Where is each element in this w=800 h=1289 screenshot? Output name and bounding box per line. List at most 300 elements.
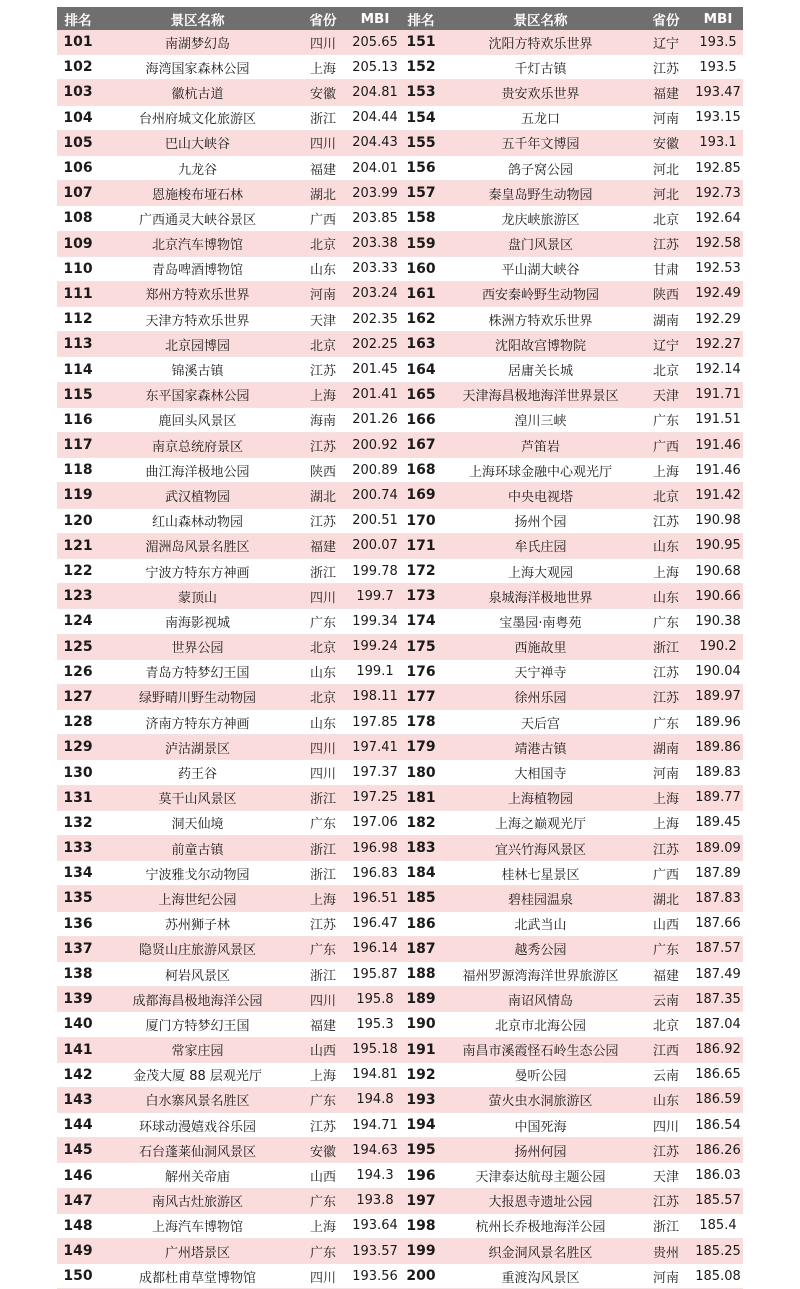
cell-rank-left: 136 <box>57 911 99 936</box>
cell-rank-left: 126 <box>57 659 99 684</box>
cell-mbi-right: 193.5 <box>693 30 743 55</box>
cell-name-left: 郑州方特欢乐世界 <box>99 281 296 306</box>
cell-rank-right: 179 <box>400 735 442 760</box>
table-row <box>57 483 743 508</box>
cell-province-right: 江苏 <box>639 508 693 533</box>
table-row <box>57 735 743 760</box>
cell-name-left: 苏州狮子林 <box>99 911 296 936</box>
cell-province-right: 北京 <box>639 483 693 508</box>
cell-rank-left: 116 <box>57 407 99 432</box>
cell-mbi-right: 192.58 <box>693 231 743 256</box>
cell-name-right: 沈阳故宫博物院 <box>442 332 639 357</box>
cell-name-left: 环球动漫嬉戏谷乐园 <box>99 1113 296 1138</box>
cell-province-left: 上海 <box>296 886 350 911</box>
cell-province-right: 福建 <box>639 961 693 986</box>
cell-province-left: 福建 <box>296 155 350 180</box>
cell-name-right: 天后宫 <box>442 710 639 735</box>
cell-mbi-right: 190.68 <box>693 558 743 583</box>
cell-province-left: 广东 <box>296 1239 350 1264</box>
cell-rank-right: 198 <box>400 1213 442 1238</box>
cell-rank-right: 189 <box>400 987 442 1012</box>
cell-rank-right: 190 <box>400 1012 442 1037</box>
cell-province-left: 浙江 <box>296 785 350 810</box>
cell-mbi-right: 185.4 <box>693 1213 743 1238</box>
cell-province-right: 广东 <box>639 609 693 634</box>
cell-name-left: 恩施梭布垭石林 <box>99 181 296 206</box>
cell-name-left: 柯岩风景区 <box>99 961 296 986</box>
cell-province-left: 天津 <box>296 307 350 332</box>
table-row <box>57 634 743 659</box>
cell-mbi-left: 197.25 <box>350 785 400 810</box>
cell-name-right: 扬州个园 <box>442 508 639 533</box>
cell-name-right: 南诏风情岛 <box>442 987 639 1012</box>
cell-mbi-right: 189.77 <box>693 785 743 810</box>
cell-name-left: 红山森林动物园 <box>99 508 296 533</box>
table-row <box>57 1087 743 1112</box>
cell-name-left: 武汉植物园 <box>99 483 296 508</box>
cell-province-right: 天津 <box>639 382 693 407</box>
cell-mbi-right: 190.95 <box>693 533 743 558</box>
table-row <box>57 181 743 206</box>
cell-rank-right: 196 <box>400 1163 442 1188</box>
cell-name-right: 湟川三峡 <box>442 407 639 432</box>
cell-province-left: 江苏 <box>296 433 350 458</box>
cell-rank-right: 183 <box>400 836 442 861</box>
cell-mbi-right: 187.35 <box>693 987 743 1012</box>
cell-rank-left: 108 <box>57 206 99 231</box>
cell-rank-left: 135 <box>57 886 99 911</box>
cell-province-left: 浙江 <box>296 861 350 886</box>
cell-rank-left: 148 <box>57 1213 99 1238</box>
table-header <box>57 7 743 30</box>
cell-rank-left: 106 <box>57 155 99 180</box>
table-row <box>57 332 743 357</box>
cell-rank-left: 147 <box>57 1188 99 1213</box>
cell-rank-left: 114 <box>57 357 99 382</box>
cell-province-right: 湖南 <box>639 735 693 760</box>
cell-rank-right: 172 <box>400 558 442 583</box>
cell-rank-left: 115 <box>57 382 99 407</box>
cell-rank-left: 121 <box>57 533 99 558</box>
cell-rank-left: 141 <box>57 1037 99 1062</box>
cell-mbi-left: 197.41 <box>350 735 400 760</box>
cell-rank-right: 195 <box>400 1138 442 1163</box>
cell-name-right: 五千年文博园 <box>442 130 639 155</box>
cell-name-left: 金茂大厦 88 层观光厅 <box>99 1062 296 1087</box>
cell-name-right: 西施故里 <box>442 634 639 659</box>
cell-province-right: 河北 <box>639 155 693 180</box>
cell-rank-left: 125 <box>57 634 99 659</box>
cell-province-left: 浙江 <box>296 836 350 861</box>
cell-rank-left: 120 <box>57 508 99 533</box>
cell-rank-right: 152 <box>400 55 442 80</box>
cell-mbi-right: 190.66 <box>693 584 743 609</box>
cell-mbi-left: 200.74 <box>350 483 400 508</box>
cell-mbi-left: 196.98 <box>350 836 400 861</box>
cell-rank-right: 158 <box>400 206 442 231</box>
cell-name-right: 千灯古镇 <box>442 55 639 80</box>
cell-mbi-right: 191.46 <box>693 433 743 458</box>
cell-province-left: 湖北 <box>296 181 350 206</box>
cell-province-left: 山东 <box>296 659 350 684</box>
table-row <box>57 307 743 332</box>
cell-mbi-left: 194.3 <box>350 1163 400 1188</box>
cell-name-left: 天津方特欢乐世界 <box>99 307 296 332</box>
cell-province-right: 江苏 <box>639 231 693 256</box>
cell-rank-left: 145 <box>57 1138 99 1163</box>
cell-province-left: 湖北 <box>296 483 350 508</box>
cell-province-right: 湖北 <box>639 886 693 911</box>
cell-province-right: 北京 <box>639 357 693 382</box>
cell-rank-right: 160 <box>400 256 442 281</box>
cell-province-left: 四川 <box>296 30 350 55</box>
cell-rank-right: 187 <box>400 936 442 961</box>
cell-name-right: 株洲方特欢乐世界 <box>442 307 639 332</box>
cell-name-right: 芦笛岩 <box>442 433 639 458</box>
cell-name-left: 南风古灶旅游区 <box>99 1188 296 1213</box>
cell-name-right: 上海大观园 <box>442 558 639 583</box>
cell-name-right: 大报恩寺遗址公园 <box>442 1188 639 1213</box>
cell-name-left: 洞天仙境 <box>99 810 296 835</box>
cell-name-right: 重渡沟风景区 <box>442 1264 639 1289</box>
cell-mbi-right: 192.73 <box>693 181 743 206</box>
cell-mbi-left: 199.7 <box>350 584 400 609</box>
cell-mbi-left: 205.65 <box>350 30 400 55</box>
table-row <box>57 1138 743 1163</box>
table-row <box>57 1213 743 1238</box>
cell-mbi-left: 194.63 <box>350 1138 400 1163</box>
cell-name-right: 泉城海洋极地世界 <box>442 584 639 609</box>
cell-mbi-right: 185.57 <box>693 1188 743 1213</box>
table-row <box>57 80 743 105</box>
table-row <box>57 30 743 55</box>
cell-name-right: 曼听公园 <box>442 1062 639 1087</box>
cell-name-right: 北武当山 <box>442 911 639 936</box>
cell-mbi-right: 186.59 <box>693 1087 743 1112</box>
ranking-table <box>57 7 743 1289</box>
cell-province-left: 北京 <box>296 684 350 709</box>
cell-mbi-left: 198.11 <box>350 684 400 709</box>
header-name-right: 景区名称 <box>442 7 639 30</box>
cell-name-right: 北京市北海公园 <box>442 1012 639 1037</box>
cell-mbi-right: 185.08 <box>693 1264 743 1289</box>
cell-province-right: 辽宁 <box>639 332 693 357</box>
cell-province-left: 陕西 <box>296 458 350 483</box>
cell-name-right: 贵安欢乐世界 <box>442 80 639 105</box>
cell-province-left: 四川 <box>296 130 350 155</box>
cell-province-left: 山西 <box>296 1037 350 1062</box>
cell-province-right: 河南 <box>639 105 693 130</box>
cell-mbi-right: 186.26 <box>693 1138 743 1163</box>
cell-mbi-left: 196.83 <box>350 861 400 886</box>
cell-name-right: 桂林七星景区 <box>442 861 639 886</box>
cell-rank-left: 124 <box>57 609 99 634</box>
cell-name-left: 南京总统府景区 <box>99 433 296 458</box>
cell-mbi-left: 203.85 <box>350 206 400 231</box>
cell-name-left: 厦门方特梦幻王国 <box>99 1012 296 1037</box>
cell-name-right: 扬州何园 <box>442 1138 639 1163</box>
cell-province-left: 浙江 <box>296 105 350 130</box>
table-body <box>57 30 743 1289</box>
table-row <box>57 130 743 155</box>
cell-mbi-left: 197.37 <box>350 760 400 785</box>
cell-rank-left: 133 <box>57 836 99 861</box>
cell-mbi-left: 201.26 <box>350 407 400 432</box>
cell-rank-left: 130 <box>57 760 99 785</box>
table-row <box>57 987 743 1012</box>
cell-mbi-left: 202.35 <box>350 307 400 332</box>
cell-name-right: 上海之巅观光厅 <box>442 810 639 835</box>
cell-name-left: 解州关帝庙 <box>99 1163 296 1188</box>
cell-name-right: 中国死海 <box>442 1113 639 1138</box>
cell-rank-right: 170 <box>400 508 442 533</box>
cell-province-left: 上海 <box>296 1062 350 1087</box>
cell-mbi-left: 200.51 <box>350 508 400 533</box>
cell-mbi-right: 190.04 <box>693 659 743 684</box>
cell-mbi-left: 199.1 <box>350 659 400 684</box>
table-row <box>57 785 743 810</box>
cell-mbi-left: 193.64 <box>350 1213 400 1238</box>
cell-mbi-right: 191.51 <box>693 407 743 432</box>
cell-name-right: 秦皇岛野生动物园 <box>442 181 639 206</box>
cell-name-left: 蒙顶山 <box>99 584 296 609</box>
table-row <box>57 558 743 583</box>
cell-province-left: 广东 <box>296 810 350 835</box>
header-province-left: 省份 <box>296 7 350 30</box>
cell-province-right: 上海 <box>639 458 693 483</box>
table-row <box>57 1163 743 1188</box>
cell-name-left: 世界公园 <box>99 634 296 659</box>
cell-province-left: 江苏 <box>296 508 350 533</box>
table-row <box>57 1264 743 1289</box>
cell-mbi-left: 200.89 <box>350 458 400 483</box>
table-row <box>57 407 743 432</box>
cell-rank-right: 177 <box>400 684 442 709</box>
cell-rank-left: 102 <box>57 55 99 80</box>
cell-name-left: 莫干山风景区 <box>99 785 296 810</box>
cell-name-right: 福州罗源湾海洋世界旅游区 <box>442 961 639 986</box>
cell-province-right: 广东 <box>639 407 693 432</box>
cell-rank-right: 185 <box>400 886 442 911</box>
table-row <box>57 533 743 558</box>
cell-mbi-left: 205.13 <box>350 55 400 80</box>
table-row <box>57 861 743 886</box>
cell-mbi-left: 204.44 <box>350 105 400 130</box>
cell-mbi-right: 187.57 <box>693 936 743 961</box>
cell-name-right: 天宁禅寺 <box>442 659 639 684</box>
cell-name-left: 上海世纪公园 <box>99 886 296 911</box>
table-row <box>57 357 743 382</box>
cell-mbi-left: 200.92 <box>350 433 400 458</box>
table-row <box>57 1113 743 1138</box>
cell-rank-right: 182 <box>400 810 442 835</box>
cell-province-left: 海南 <box>296 407 350 432</box>
cell-name-left: 石台蓬莱仙洞风景区 <box>99 1138 296 1163</box>
cell-province-left: 广东 <box>296 936 350 961</box>
cell-rank-left: 128 <box>57 710 99 735</box>
cell-rank-left: 107 <box>57 181 99 206</box>
cell-mbi-right: 191.71 <box>693 382 743 407</box>
cell-name-left: 九龙谷 <box>99 155 296 180</box>
cell-name-left: 海湾国家森林公园 <box>99 55 296 80</box>
cell-mbi-right: 187.89 <box>693 861 743 886</box>
cell-mbi-right: 187.66 <box>693 911 743 936</box>
cell-name-right: 宜兴竹海风景区 <box>442 836 639 861</box>
cell-province-right: 浙江 <box>639 1213 693 1238</box>
cell-province-right: 江苏 <box>639 1138 693 1163</box>
cell-mbi-left: 199.34 <box>350 609 400 634</box>
cell-name-left: 隐贤山庄旅游风景区 <box>99 936 296 961</box>
cell-rank-right: 154 <box>400 105 442 130</box>
cell-name-left: 药王谷 <box>99 760 296 785</box>
cell-mbi-left: 196.51 <box>350 886 400 911</box>
cell-province-right: 云南 <box>639 1062 693 1087</box>
cell-rank-right: 164 <box>400 357 442 382</box>
cell-rank-left: 111 <box>57 281 99 306</box>
cell-rank-left: 139 <box>57 987 99 1012</box>
table-row <box>57 1239 743 1264</box>
cell-province-left: 浙江 <box>296 558 350 583</box>
cell-rank-right: 162 <box>400 307 442 332</box>
cell-province-right: 河南 <box>639 760 693 785</box>
header-rank-right: 排名 <box>400 7 442 30</box>
table-row <box>57 433 743 458</box>
cell-province-left: 广东 <box>296 1188 350 1213</box>
cell-mbi-left: 193.57 <box>350 1239 400 1264</box>
cell-name-left: 白水寨风景名胜区 <box>99 1087 296 1112</box>
table-row <box>57 1188 743 1213</box>
table-row <box>57 710 743 735</box>
cell-mbi-right: 189.97 <box>693 684 743 709</box>
cell-name-left: 宁波方特东方神画 <box>99 558 296 583</box>
cell-province-left: 四川 <box>296 735 350 760</box>
cell-mbi-right: 189.09 <box>693 836 743 861</box>
cell-province-left: 福建 <box>296 1012 350 1037</box>
table-row <box>57 55 743 80</box>
table-row <box>57 961 743 986</box>
cell-rank-left: 105 <box>57 130 99 155</box>
cell-province-right: 四川 <box>639 1113 693 1138</box>
cell-name-right: 天津海昌极地海洋世界景区 <box>442 382 639 407</box>
cell-province-left: 广东 <box>296 609 350 634</box>
cell-province-left: 山东 <box>296 256 350 281</box>
cell-mbi-left: 195.18 <box>350 1037 400 1062</box>
cell-province-right: 广西 <box>639 861 693 886</box>
cell-rank-left: 103 <box>57 80 99 105</box>
header-name-left: 景区名称 <box>99 7 296 30</box>
cell-name-left: 青岛方特梦幻王国 <box>99 659 296 684</box>
cell-rank-left: 146 <box>57 1163 99 1188</box>
cell-mbi-left: 196.14 <box>350 936 400 961</box>
cell-name-left: 上海汽车博物馆 <box>99 1213 296 1238</box>
cell-rank-right: 173 <box>400 584 442 609</box>
cell-mbi-right: 191.46 <box>693 458 743 483</box>
header-row <box>57 7 743 30</box>
cell-rank-left: 143 <box>57 1087 99 1112</box>
cell-name-right: 天津泰达航母主题公园 <box>442 1163 639 1188</box>
cell-rank-right: 180 <box>400 760 442 785</box>
cell-name-right: 中央电视塔 <box>442 483 639 508</box>
cell-name-right: 上海植物园 <box>442 785 639 810</box>
cell-mbi-right: 186.65 <box>693 1062 743 1087</box>
cell-name-right: 沈阳方特欢乐世界 <box>442 30 639 55</box>
cell-mbi-right: 192.29 <box>693 307 743 332</box>
cell-name-right: 杭州长乔极地海洋公园 <box>442 1213 639 1238</box>
cell-name-right: 越秀公园 <box>442 936 639 961</box>
cell-province-right: 河南 <box>639 1264 693 1289</box>
cell-province-right: 上海 <box>639 558 693 583</box>
cell-name-left: 锦溪古镇 <box>99 357 296 382</box>
cell-province-right: 安徽 <box>639 130 693 155</box>
cell-mbi-left: 203.33 <box>350 256 400 281</box>
cell-province-left: 上海 <box>296 1213 350 1238</box>
cell-province-left: 安徽 <box>296 80 350 105</box>
cell-name-left: 广州塔景区 <box>99 1239 296 1264</box>
cell-rank-left: 150 <box>57 1264 99 1289</box>
cell-name-left: 徽杭古道 <box>99 80 296 105</box>
table-row <box>57 1062 743 1087</box>
cell-province-left: 福建 <box>296 533 350 558</box>
cell-mbi-left: 194.71 <box>350 1113 400 1138</box>
cell-rank-right: 184 <box>400 861 442 886</box>
cell-province-right: 湖南 <box>639 307 693 332</box>
cell-province-left: 江苏 <box>296 1113 350 1138</box>
cell-mbi-right: 192.85 <box>693 155 743 180</box>
cell-province-right: 江西 <box>639 1037 693 1062</box>
cell-province-left: 广东 <box>296 1087 350 1112</box>
cell-mbi-right: 187.04 <box>693 1012 743 1037</box>
table-row <box>57 382 743 407</box>
cell-province-left: 广西 <box>296 206 350 231</box>
cell-province-right: 河北 <box>639 181 693 206</box>
cell-mbi-left: 202.25 <box>350 332 400 357</box>
cell-rank-left: 129 <box>57 735 99 760</box>
cell-province-right: 浙江 <box>639 634 693 659</box>
cell-name-left: 南海影视城 <box>99 609 296 634</box>
table-row <box>57 684 743 709</box>
cell-province-right: 天津 <box>639 1163 693 1188</box>
cell-name-left: 常家庄园 <box>99 1037 296 1062</box>
cell-rank-right: 151 <box>400 30 442 55</box>
cell-name-left: 台州府城文化旅游区 <box>99 105 296 130</box>
cell-mbi-left: 203.99 <box>350 181 400 206</box>
cell-mbi-right: 191.42 <box>693 483 743 508</box>
cell-rank-left: 137 <box>57 936 99 961</box>
cell-name-right: 牟氏庄园 <box>442 533 639 558</box>
table-row <box>57 508 743 533</box>
cell-mbi-right: 186.92 <box>693 1037 743 1062</box>
cell-province-left: 上海 <box>296 55 350 80</box>
cell-province-right: 北京 <box>639 1012 693 1037</box>
cell-mbi-right: 193.15 <box>693 105 743 130</box>
cell-rank-left: 119 <box>57 483 99 508</box>
cell-name-left: 成都海昌极地海洋公园 <box>99 987 296 1012</box>
cell-rank-left: 122 <box>57 558 99 583</box>
cell-mbi-left: 195.8 <box>350 987 400 1012</box>
cell-name-right: 西安秦岭野生动物园 <box>442 281 639 306</box>
cell-name-left: 泸沽湖景区 <box>99 735 296 760</box>
cell-name-left: 成都杜甫草堂博物馆 <box>99 1264 296 1289</box>
cell-mbi-right: 192.53 <box>693 256 743 281</box>
header-mbi-left: MBI <box>350 7 400 30</box>
cell-rank-right: 178 <box>400 710 442 735</box>
cell-rank-right: 153 <box>400 80 442 105</box>
table-row <box>57 886 743 911</box>
cell-rank-right: 157 <box>400 181 442 206</box>
cell-province-left: 山西 <box>296 1163 350 1188</box>
cell-name-left: 青岛啤酒博物馆 <box>99 256 296 281</box>
cell-name-left: 广西通灵大峡谷景区 <box>99 206 296 231</box>
